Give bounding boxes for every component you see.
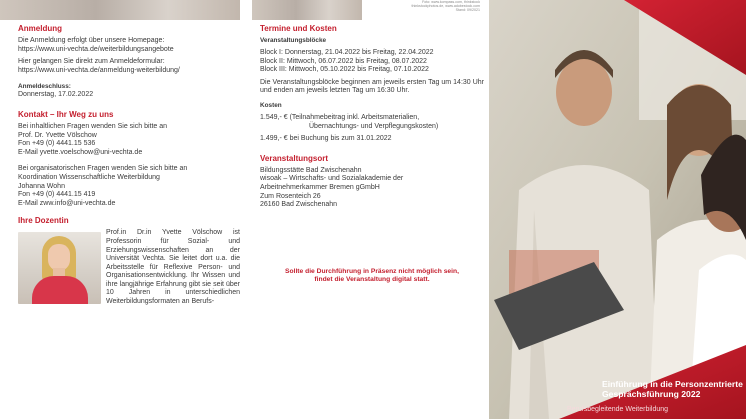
ort-line-3: Arbeitnehmerkammer Bremen gGmbH [260, 183, 380, 191]
termine-heading: Termine und Kosten [260, 24, 337, 33]
kontakt-content-name: Prof. Dr. Yvette Völschow [18, 131, 97, 139]
digital-notice [260, 268, 484, 285]
credit-line: Foto: www.kompass.com, thinkstock [422, 0, 480, 4]
block-1: Block I: Donnerstag, 21.04.2022 bis Freitag, 22.04.2022 [260, 49, 434, 56]
dozentin-block [18, 229, 240, 306]
anmeldung-heading: Anmeldung [18, 24, 62, 33]
kontakt-org-name: Johanna Wohn [18, 182, 65, 190]
dozentin-portrait [18, 232, 101, 304]
deadline-label: Anmeldeschluss: [18, 83, 71, 91]
block-times: Die Veranstaltungsblöcke beginnen am jeweils ersten Tag um 14:30 Uhr und enden am jeweils letzten Tag um 16:30 Uhr. [260, 78, 484, 95]
kontakt-org-email[interactable]: E-Mail zww.info@uni-vechta.de [18, 199, 116, 207]
cover-panel [489, 0, 746, 419]
dozentin-heading: Ihre Dozentin [18, 216, 69, 226]
ort-line-5: 26160 Bad Zwischenahn [260, 201, 338, 209]
kontakt-org-phone: Fon +49 (0) 4441.15 419 [18, 191, 96, 199]
ort-heading: Veranstaltungsort [260, 153, 329, 163]
form-link[interactable]: https://www.uni-vechta.de/anmeldung-weiterbildung/ [18, 66, 180, 74]
block-3: Block III: Mittwoch, 05.10.2022 bis Freitag, 07.10.2022 [260, 66, 429, 74]
notice-line-1: Sollte die Durchführung in Präsenz nicht möglich sein, [285, 267, 459, 275]
credit-line: thinkstockphotos.de, www.adobestock.com [411, 4, 480, 9]
kosten-main: 1.549,- € (Teilnahmebeitrag inkl. Arbeitsmaterialien, [260, 113, 420, 121]
kosten-early: 1.499,- € bei Buchung bis zum 31.01.2022 [260, 135, 392, 143]
kosten-label: Kosten [260, 101, 282, 109]
kosten-cont: Übernachtungs- und Verpflegungskosten) [309, 122, 439, 130]
kontakt-content-email[interactable]: E-Mail yvette.voelschow@uni-vechta.de [18, 148, 143, 156]
kontakt-content-intro: Bei inhaltlichen Fragen wenden Sie sich bitte an [18, 122, 168, 130]
anmeldung-intro: Die Anmeldung erfolgt über unsere Homepage: [18, 37, 165, 44]
kontakt-org-intro: Bei organisatorischen Fragen wenden Sie sich bitte an [18, 165, 188, 173]
photo-credit [410, 0, 480, 13]
kontakt-content-phone: Fon +49 (0) 4441.15 536 [18, 140, 96, 148]
cover-photo [489, 0, 746, 419]
cover-title-line-1: Einführung in die Personzentrierte [602, 379, 743, 389]
deadline-value: Donnerstag, 17.02.2022 [18, 91, 94, 99]
credit-line: Stand: 09/2021 [455, 8, 480, 13]
ort-line-2: wisoak – Wirtschafts- und Sozialakademie der [260, 175, 404, 183]
kontakt-org-unit: Koordination Wissenschaftliche Weiterbildung [18, 173, 160, 181]
ort-line-1: Bildungsstätte Bad Zwischenahn [260, 166, 362, 174]
cover-subtitle: Berufsbegleitende Weiterbildung [567, 406, 669, 413]
form-intro: Hier gelangen Sie direkt zum Anmeldeformular: [18, 58, 165, 66]
cover-title [602, 380, 746, 399]
top-photo-left [0, 0, 240, 20]
bloecke-label: Veranstaltungsblöcke [260, 37, 327, 44]
left-column [18, 24, 240, 307]
homepage-link[interactable]: https://www.uni-vechta.de/weiterbildungsangebote [18, 45, 174, 53]
cover-title-line-2: Gesprächsführung 2022 [602, 388, 701, 399]
notice-line-2: findet die Veranstaltung digital statt. [314, 276, 430, 284]
middle-column [260, 24, 484, 285]
top-photo-middle [252, 0, 362, 20]
kontakt-heading: Kontakt – Ihr Weg zu uns [18, 109, 114, 119]
ort-line-4: Zum Rosenteich 26 [260, 192, 321, 200]
block-2: Block II: Mittwoch, 06.07.2022 bis Freitag, 08.07.2022 [260, 57, 427, 65]
dozentin-bio: Prof.in Dr.in Yvette Völschow ist Professorin für Sozial- und Erziehungswissenschaften an der Universität Vechta. Sie leitet dort u.a. die Arbeitsstelle für Reflexive Person- und Organisationsentwicklung. Ihr Wissen und ihre langjährige Erfahrung gibt sie seit über 10 Jahren in unterschiedlichen Weiterbildungsformaten an Berufs- [106, 229, 240, 306]
